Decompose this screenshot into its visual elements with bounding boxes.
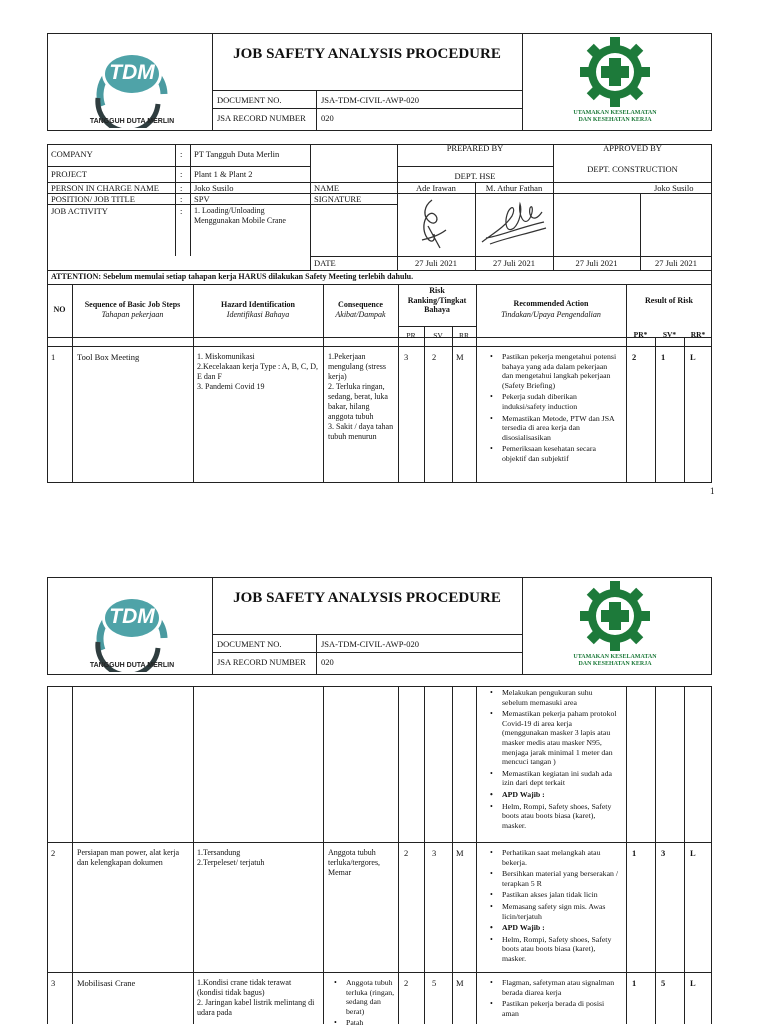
position-colon: : bbox=[180, 194, 183, 204]
signature-1-icon bbox=[410, 196, 460, 254]
risk-sv: 2 bbox=[432, 352, 437, 362]
consequence-item: 2. Terluka ringan, sedang, berat, luka bakar, hilang anggota tubuh bbox=[328, 382, 388, 421]
project-colon: : bbox=[180, 169, 183, 179]
logo-text: TDM bbox=[109, 61, 155, 84]
col-sv2: SV* bbox=[662, 330, 677, 339]
company-label: COMPANY bbox=[51, 149, 93, 159]
doc-no-label: DOCUMENT NO. bbox=[217, 95, 282, 105]
consequence-item: • Anggota tubuh terluka (ringan, sedang dan berat) bbox=[346, 978, 396, 1016]
date-label: DATE bbox=[314, 258, 336, 268]
action-item: • Helm, Rompi, Safety shoes, Safety boots atau boots biasa (karet), masker. bbox=[502, 802, 620, 831]
row-no: 1 bbox=[51, 352, 56, 362]
activity-label: JOB ACTIVITY bbox=[51, 206, 108, 216]
hazard-item: 1.Kondisi crane tidak terawat (kondisi tidak bagus) bbox=[197, 978, 292, 997]
page-number: 1 bbox=[710, 486, 715, 496]
prepared-by: PREPARED BY bbox=[446, 143, 504, 153]
page-title: JOB SAFETY ANALYSIS PROCEDURE bbox=[233, 46, 501, 62]
action-item: • Flagman, safetyman atau signalman berada diarea kerja bbox=[502, 978, 620, 997]
tdm-logo-2 bbox=[72, 580, 192, 672]
signature-2-icon bbox=[478, 198, 550, 250]
risk-sv: 3 bbox=[432, 848, 437, 858]
date-3: 27 Juli 2021 bbox=[575, 258, 618, 268]
record-value: 020 bbox=[321, 657, 334, 667]
col-no: NO bbox=[53, 305, 66, 314]
col-action: Recommended Action bbox=[513, 299, 589, 308]
result-pr: 2 bbox=[632, 352, 637, 362]
action-item: • Pastikan akses jalan tidak licin bbox=[502, 890, 620, 900]
risk-rr: M bbox=[456, 978, 464, 988]
doc-no-value: JSA-TDM-CIVIL-AWP-020 bbox=[321, 95, 420, 105]
logo-caption: TANGGUH DUTA MERLIN bbox=[89, 118, 175, 125]
col-steps: Sequence of Basic Job Steps bbox=[84, 300, 181, 309]
date-4: 27 Juli 2021 bbox=[654, 258, 698, 268]
risk-pr: 3 bbox=[404, 352, 409, 362]
action-item: • Memastikan pekerja paham protokol Covid-19 di area kerja (menggunakan masker 3 lapis atau masker medis atau masker N95, menjaga jarak minimal 1 meter dan mencuci tangan ) bbox=[502, 709, 620, 767]
pic-label: PERSON IN CHARGE NAME bbox=[51, 183, 159, 193]
consequence-item: • Patah bbox=[346, 1018, 396, 1028]
col-sv: SV bbox=[433, 331, 443, 340]
result-pr: 1 bbox=[632, 848, 637, 858]
k3-gear-icon bbox=[560, 580, 670, 652]
risk-sv: 5 bbox=[432, 978, 437, 988]
pic-value: Joko Susilo bbox=[194, 183, 234, 193]
col-risk: Risk Ranking/Tingkat Bahaya bbox=[407, 286, 467, 314]
action-item: • Memasang safety sign mis. Awas licin/terjatuh bbox=[502, 902, 620, 921]
result-rr: L bbox=[690, 848, 696, 858]
col-hazard: Hazard Identification bbox=[221, 300, 295, 309]
col-action-sub: Tindakan/Upaya Pengendalian bbox=[501, 310, 601, 319]
action-item: • Bersihkan material yang berserakan / terapkan 5 R bbox=[502, 869, 620, 888]
doc-no-value: JSA-TDM-CIVIL-AWP-020 bbox=[321, 639, 420, 649]
project-label: PROJECT bbox=[51, 169, 87, 179]
row-no: 3 bbox=[51, 978, 56, 988]
k3-logo-2 bbox=[560, 580, 670, 672]
k3-caption-2: DAN KESEHATAN KERJA bbox=[578, 117, 652, 123]
action-item: • Memastikan kegiatan ini sudah ada izin dari dept terkait bbox=[502, 769, 620, 788]
logo-text: TDM bbox=[109, 605, 155, 628]
attention-text: ATTENTION: Sebelum memulai setiap tahapan kerja HARUS dilakukan Safety Meeting terlebih dahulu. bbox=[51, 272, 414, 281]
tdm-logo bbox=[72, 36, 192, 128]
table-row-continued bbox=[490, 688, 620, 832]
result-pr: 1 bbox=[632, 978, 637, 988]
action-item: • Helm, Rompi, Safety shoes, Safety boots atau boots biasa (karet), masker. bbox=[502, 935, 620, 964]
action-item: • Pemeriksaan kesehatan secara objektif dan subjektif bbox=[502, 444, 620, 463]
risk-rr: M bbox=[456, 848, 464, 858]
action-item: • Pekerja sudah diberikan induksi/safety induction bbox=[502, 392, 620, 411]
hazard-item: 3. Pandemi Covid 19 bbox=[197, 382, 265, 391]
result-sv: 1 bbox=[661, 352, 666, 362]
position-value: SPV bbox=[194, 194, 210, 204]
logo-caption: TANGGUH DUTA MERLIN bbox=[89, 662, 175, 669]
col-pr: PR bbox=[406, 331, 416, 340]
hazard-item: 1.Tersandung bbox=[197, 848, 241, 857]
page-title-2: JOB SAFETY ANALYSIS PROCEDURE bbox=[233, 590, 501, 606]
name-3: Joko Susilo bbox=[654, 183, 694, 193]
record-label: JSA RECORD NUMBER bbox=[217, 657, 306, 667]
action-item: • Pastikan pekerja mengetahui potensi bahaya yang ada dalam pekerjaan dan mengetahui langkah pekerjaan (Safety Briefing) bbox=[502, 352, 620, 390]
result-sv: 5 bbox=[661, 978, 666, 988]
col-steps-sub: Tahapan pekerjaan bbox=[101, 310, 164, 319]
row-no: 2 bbox=[51, 848, 56, 858]
name-1: Ade Irawan bbox=[416, 183, 456, 193]
dept-construction: DEPT. CONSTRUCTION bbox=[587, 164, 678, 174]
doc-no-label: DOCUMENT NO. bbox=[217, 639, 282, 649]
action-item: • Memastikan Metode, PTW dan JSA tersedia di area kerja dan disosialisasikan bbox=[502, 414, 620, 443]
consequence-item: 3. Sakit / daya tahan tubuh menurun bbox=[328, 422, 394, 441]
k3-caption-1: UTAMAKAN KESELAMATAN bbox=[573, 110, 657, 116]
date-2: 27 Juli 2021 bbox=[492, 258, 536, 268]
result-rr: L bbox=[690, 352, 696, 362]
pic-colon: : bbox=[180, 183, 183, 193]
col-consequence: Consequence bbox=[338, 300, 383, 309]
col-consequence-sub: Akibat/Dampak bbox=[335, 310, 386, 319]
hazard-item: 2.Kecelakaan kerja Type : A, B, C, D, E dan F bbox=[197, 362, 319, 381]
action-item: • Melakukan pengukuran suhu sebelum memasuki area bbox=[502, 688, 620, 707]
row-step: Persiapan man power, alat kerja dan kelengkapan dokumen bbox=[77, 848, 180, 867]
col-pr2: PR* bbox=[633, 330, 648, 339]
action-item-apd: • APD Wajib : bbox=[502, 923, 620, 933]
k3-gear-icon bbox=[560, 36, 670, 108]
company-value: PT Tangguh Duta Merlin bbox=[194, 149, 280, 159]
hazard-item: 2. Jaringan kabel listrik melintang di udara pada bbox=[197, 998, 315, 1017]
col-hazard-sub: Identifikasi Bahaya bbox=[226, 310, 290, 319]
company-colon: : bbox=[180, 149, 183, 159]
col-result: Result of Risk bbox=[644, 296, 693, 305]
name-2: M. Athur Fathan bbox=[485, 183, 543, 193]
risk-pr: 2 bbox=[404, 848, 409, 858]
k3-logo bbox=[560, 36, 670, 128]
action-item-apd: • APD Wajib : bbox=[502, 790, 620, 800]
action-item: • Pastikan pekerja berada di posisi aman bbox=[502, 999, 620, 1018]
record-label: JSA RECORD NUMBER bbox=[217, 113, 306, 123]
hazard-item: 2.Terpeleset/ terjatuh bbox=[197, 858, 265, 867]
date-1: 27 Juli 2021 bbox=[414, 258, 458, 268]
approved-by: APPROVED BY bbox=[603, 143, 662, 153]
activity-colon: : bbox=[180, 206, 183, 216]
activity-value: 1. Loading/Unloading Menggunakan Mobile Crane bbox=[194, 206, 286, 225]
hazard-item: 1. Miskomunikasi bbox=[197, 352, 255, 361]
risk-rr: M bbox=[456, 352, 464, 362]
col-rr: RR bbox=[458, 331, 469, 340]
position-label: POSITION/ JOB TITLE bbox=[51, 194, 135, 204]
result-sv: 3 bbox=[661, 848, 666, 858]
signature-label: SIGNATURE bbox=[314, 194, 362, 204]
dept-hse: DEPT. HSE bbox=[454, 171, 496, 181]
risk-pr: 2 bbox=[404, 978, 409, 988]
consequence-item: Anggota tubuh terluka/tergores, Memar bbox=[328, 848, 381, 877]
row-step: Tool Box Meeting bbox=[77, 352, 140, 362]
record-value: 020 bbox=[321, 113, 334, 123]
action-item: • Perhatikan saat melangkah atau bekerja. bbox=[502, 848, 620, 867]
consequence-item: 1.Pekerjaan mengulang (stress kerja) bbox=[328, 352, 386, 381]
project-value: Plant 1 & Plant 2 bbox=[194, 169, 253, 179]
name-label: NAME bbox=[314, 183, 340, 193]
result-rr: L bbox=[690, 978, 696, 988]
k3-caption-2: DAN KESEHATAN KERJA bbox=[578, 661, 652, 667]
row-step: Mobilisasi Crane bbox=[77, 978, 136, 988]
col-rr2: RR* bbox=[690, 330, 706, 339]
k3-caption-1: UTAMAKAN KESELAMATAN bbox=[573, 654, 657, 660]
